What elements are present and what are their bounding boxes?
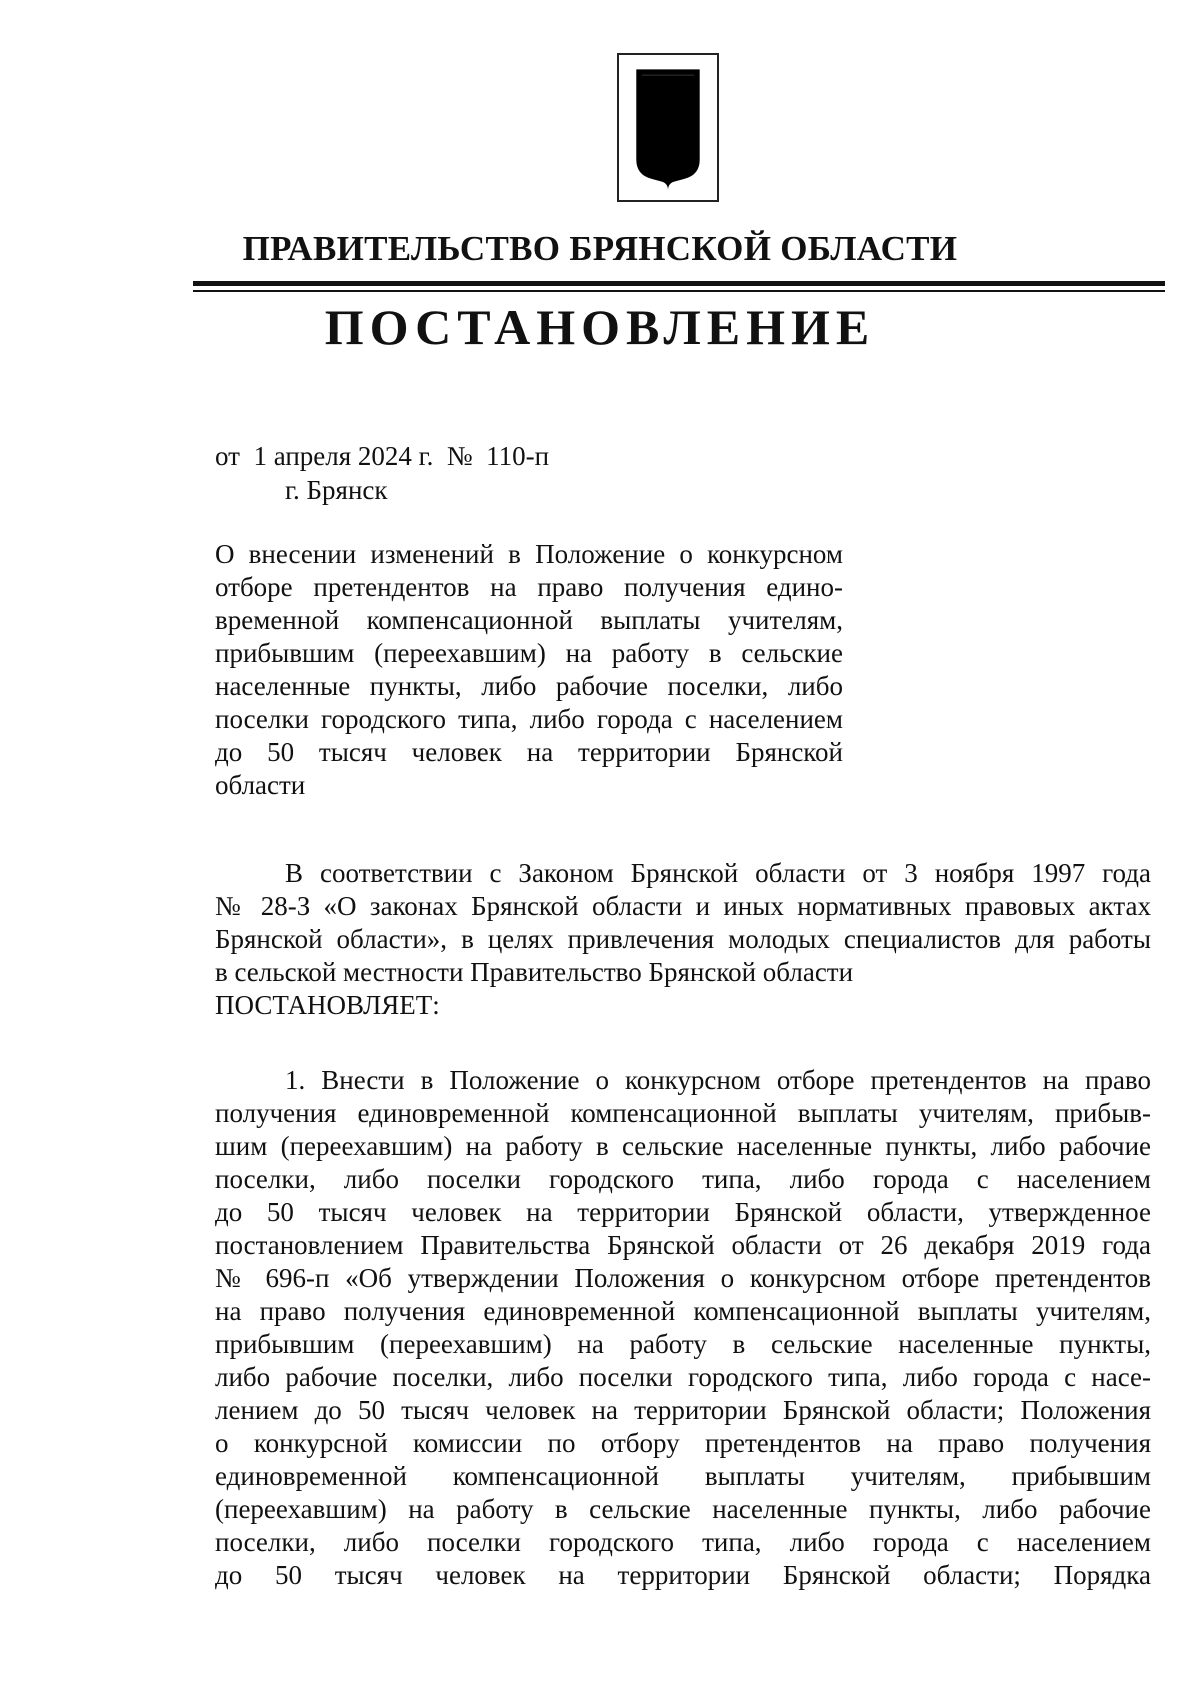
header-rule-thick: [193, 281, 1165, 286]
item-1-line: единовременной компенсационной выплаты учителям, прибывшим: [215, 1461, 1151, 1491]
item-1-line: до 50 тысяч человек на территории Брянской области, утвержденное: [215, 1197, 1151, 1227]
subject-line: населенные пункты, либо рабочие поселки, либо: [215, 671, 843, 701]
subject-line: области: [215, 770, 306, 800]
item-1-line: поселки, либо поселки городского типа, либо города с населением: [215, 1164, 1151, 1194]
item-1-paragraph: [215, 1064, 1151, 1592]
item-1-line: до 50 тысяч человек на территории Брянской области; Порядка: [215, 1560, 1151, 1590]
item-1-line: либо рабочие поселки, либо поселки городского типа, либо города с насе-: [215, 1362, 1151, 1392]
subject-line: временной компенсационной выплаты учителям,: [215, 605, 843, 635]
decree-word: ПОСТАНОВЛЯЕТ:: [215, 990, 440, 1020]
item-1-line: (переехавшим) на работу в сельские населенные пункты, либо рабочие: [215, 1494, 1151, 1524]
document-type-title: ПОСТАНОВЛЕНИЕ: [324, 299, 876, 355]
item-1-line: № 696-п «Об утверждении Положения о конкурсном отборе претендентов: [215, 1263, 1151, 1293]
preamble-line: в сельской местности Правительство Брянской области: [215, 957, 854, 987]
item-1-line: о конкурсной комиссии по отбору претендентов на право получения: [215, 1428, 1151, 1458]
subject-line: отборе претендентов на право получения едино-: [215, 572, 843, 602]
header-rule-thin: [193, 290, 1165, 292]
item-1-line: лением до 50 тысяч человек на территории Брянской области; Положения: [215, 1395, 1151, 1425]
subject-line: О внесении изменений в Положение о конкурсном: [215, 539, 843, 569]
government-name: ПРАВИТЕЛЬСТВО БРЯНСКОЙ ОБЛАСТИ: [242, 229, 958, 268]
city-line: г. Брянск: [285, 475, 388, 505]
item-1-line: шим (переехавшим) на работу в сельские населенные пункты, либо рабочие: [215, 1131, 1151, 1161]
preamble-line: Брянской области», в целях привлечения молодых специалистов для работы: [215, 924, 1151, 954]
item-1-line: постановлением Правительства Брянской области от 26 декабря 2019 года: [215, 1230, 1151, 1260]
subject-block: [215, 538, 843, 802]
date-number-line: от 1 апреля 2024 г. № 110-п: [215, 441, 550, 471]
item-1-line: получения единовременной компенсационной выплаты учителям, прибыв-: [215, 1098, 1151, 1128]
subject-line: поселки городского типа, либо города с населением: [215, 704, 843, 734]
coat-of-arms-icon: [619, 55, 717, 200]
preamble-paragraph: [215, 857, 1151, 1022]
item-1-line: 1. Внести в Положение о конкурсном отборе претендентов на право: [285, 1065, 1151, 1095]
preamble-line: № 28-З «О законах Брянской области и иных нормативных правовых актах: [215, 891, 1151, 921]
preamble-line: В соответствии с Законом Брянской области от 3 ноября 1997 года: [285, 858, 1151, 888]
coat-of-arms-frame: [617, 53, 719, 202]
subject-line: прибывшим (переехавшим) на работу в сельские: [215, 638, 843, 668]
item-1-line: прибывшим (переехавшим) на работу в сельские населенные пункты,: [215, 1329, 1151, 1359]
item-1-line: поселки, либо поселки городского типа, либо города с населением: [215, 1527, 1151, 1557]
item-1-line: на право получения единовременной компенсационной выплаты учителям,: [215, 1296, 1151, 1326]
subject-line: до 50 тысяч человек на территории Брянской: [215, 737, 843, 767]
